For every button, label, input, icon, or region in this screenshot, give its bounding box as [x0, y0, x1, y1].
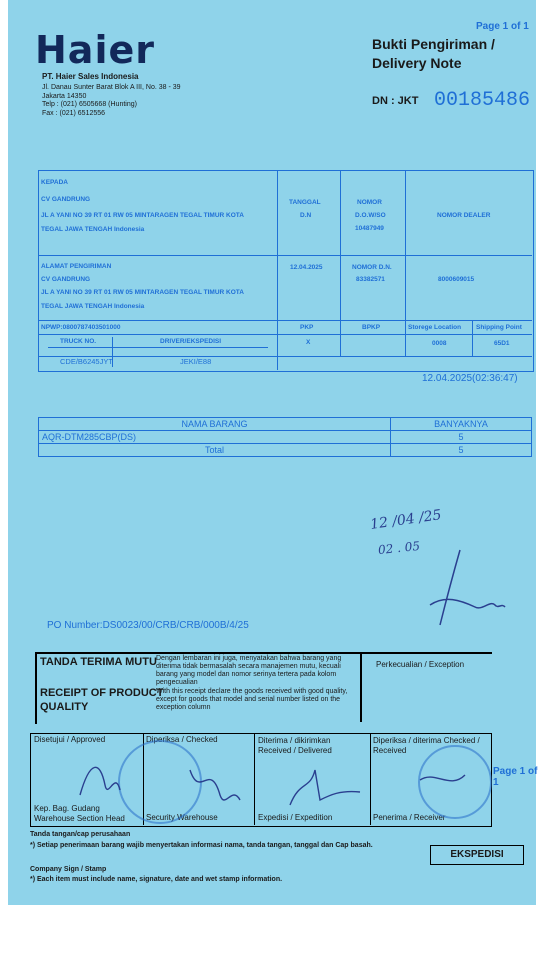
sig-checked-label: Diperiksa / Checked	[146, 735, 218, 744]
driver-value: JEKI/E88	[180, 357, 212, 366]
dn-label: DN : JKT	[372, 95, 419, 107]
nomor-dn-value: 83382571	[356, 276, 385, 283]
col-header-qty: BANYAKNYA	[391, 418, 532, 431]
nomor-dn-label: NOMOR D.N.	[352, 264, 392, 271]
handwritten-time: 02 . 05	[377, 538, 421, 558]
grid-row-line	[38, 334, 532, 335]
signature-scribbles	[60, 740, 500, 820]
grid-divider	[277, 170, 278, 370]
receipt-text-en: With this receipt declare the goods received with good quality, except for goods that model and serial number listed on the exception column	[156, 688, 348, 711]
document-title	[372, 35, 495, 73]
sig-security: Security Warehouse	[146, 813, 218, 822]
alamat-label: ALAMAT PENGIRIMAN	[41, 263, 112, 270]
address-line: Jakarta 14350	[42, 92, 87, 100]
item-qty: 5	[391, 431, 532, 444]
shipping-value: 65D1	[494, 340, 510, 347]
handwritten-signature	[420, 545, 510, 635]
alamat-name: CV GANDRUNG	[41, 276, 91, 283]
sig-receiver: Penerima / Receiver	[373, 813, 446, 822]
footer-note-2: *) Each item must include name, signature, date and wet stamp information.	[30, 876, 283, 883]
exception-label: Perkecualian / Exception	[376, 660, 465, 669]
pkp-value: X	[306, 339, 311, 346]
nomor-value: 10487949	[355, 225, 384, 232]
alamat-address-2: TEGAL JAWA TENGAH Indonesia	[41, 303, 145, 310]
driver-label: DRIVER/EKSPEDISI	[160, 338, 222, 345]
footer-note-1: *) Setiap penerimaan barang wajib menyertakan informasi nama, tanda tangan, tanggal dan Cap basah.	[30, 842, 373, 849]
dealer-label: NOMOR DEALER	[437, 212, 491, 219]
kepada-address-1: JL A YANI NO 39 RT 01 RW 05 MINTARAGEN TEGAL TIMUR KOTA	[41, 212, 244, 219]
grid-divider	[472, 320, 473, 356]
receipt-title-id: TANDA TERIMA MUTU	[40, 656, 157, 668]
sig-approved-label: Disetujui / Approved	[34, 735, 106, 744]
title-line-1: Bukti Pengiriman /	[372, 36, 495, 52]
npwp: NPWP:0800787403501000	[41, 324, 121, 331]
dn-date: 12.04.2025	[290, 264, 323, 271]
po-number: PO Number:DS0023/00/CRB/CRB/000B/4/25	[47, 620, 249, 631]
nomor-label: NOMOR	[357, 199, 382, 206]
items-table	[38, 417, 532, 457]
receipt-text-id: Dengan lembaran ini juga, menyatakan bahwa barang yang diterima tidak bermasalah secara manajemen mutu, kecuali barang yang model dan nomor serinya tertera pada kolom pengecualian	[156, 655, 342, 686]
total-row	[39, 444, 532, 457]
item-name: AQR-DTM285CBP(DS)	[39, 431, 391, 444]
receipt-title-en	[40, 686, 163, 714]
total-qty: 5	[391, 444, 532, 457]
shipping-label: Shipping Point	[476, 324, 522, 331]
truck-value: CDE/B6245JYT	[60, 357, 113, 366]
bpkp-label: BPKP	[362, 324, 381, 331]
total-label: Total	[39, 444, 391, 457]
copy-label: EKSPEDISI	[430, 845, 524, 865]
address-line: Fax : (021) 6512556	[42, 109, 106, 117]
grid-row-line	[38, 255, 532, 256]
truck-label: TRUCK NO.	[60, 338, 97, 345]
footer-note-title-2: Company Sign / Stamp	[30, 866, 107, 873]
page-number: Page 1 of 1	[476, 21, 529, 32]
print-timestamp: 12.04.2025(02:36:47)	[422, 373, 518, 384]
haier-logo: Haier	[35, 28, 155, 72]
receipt-title-en-1: RECEIPT OF PRODUCT	[40, 687, 164, 699]
storage-label: Storege Location	[408, 324, 462, 331]
tanggal-sub: D.N	[300, 212, 312, 219]
kepada-label: KEPADA	[41, 179, 68, 186]
title-line-2: Delivery Note	[372, 55, 462, 71]
sig-warehouse-head: Kep. Bag. Gudang Warehouse Section Head	[34, 804, 125, 823]
grid-row-line	[38, 320, 532, 321]
alamat-address-1: JL A YANI NO 39 RT 01 RW 05 MINTARAGEN TEGAL TIMUR KOTA	[41, 289, 244, 296]
kepada-name: CV GANDRUNG	[41, 196, 91, 203]
address-line: Telp : (021) 6505668 (Hunting)	[42, 101, 137, 108]
nomor-sub: D.O.W/SO	[355, 212, 386, 219]
address-line: Jl. Danau Sunter Barat Blok A III, No. 38 - 39	[42, 84, 181, 91]
table-header-row	[39, 418, 532, 431]
company-name: PT. Haier Sales Indonesia	[42, 72, 139, 81]
kepada-address-2: TEGAL JAWA TENGAH Indonesia	[41, 226, 145, 233]
page-number-right: Page 1 of 1	[493, 766, 538, 788]
dn-number: 00185486	[434, 89, 531, 112]
receipt-divider	[360, 652, 362, 722]
col-header-name: NAMA BARANG	[39, 418, 391, 431]
sig-expedition: Expedisi / Expedition	[258, 813, 333, 822]
tanggal-label: TANGGAL	[289, 199, 321, 206]
dealer-value: 8000609015	[438, 276, 475, 283]
table-row	[39, 431, 532, 444]
company-address	[42, 84, 181, 118]
pkp-label: PKP	[300, 324, 314, 331]
receipt-title-en-2: QUALITY	[40, 701, 89, 713]
sig-checked-received-label: Diperiksa / diterima Checked / Received	[373, 736, 480, 755]
storage-value: 0008	[432, 340, 447, 347]
sig-received-label: Diterima / dikirimkan Received / Delivered	[258, 736, 332, 755]
truck-row-line	[48, 347, 268, 348]
handwritten-date: 12 /04 /25	[369, 507, 443, 533]
footer-note-title-1: Tanda tangan/cap perusahaan	[30, 831, 131, 838]
grid-divider	[340, 170, 341, 356]
grid-divider	[405, 170, 406, 356]
